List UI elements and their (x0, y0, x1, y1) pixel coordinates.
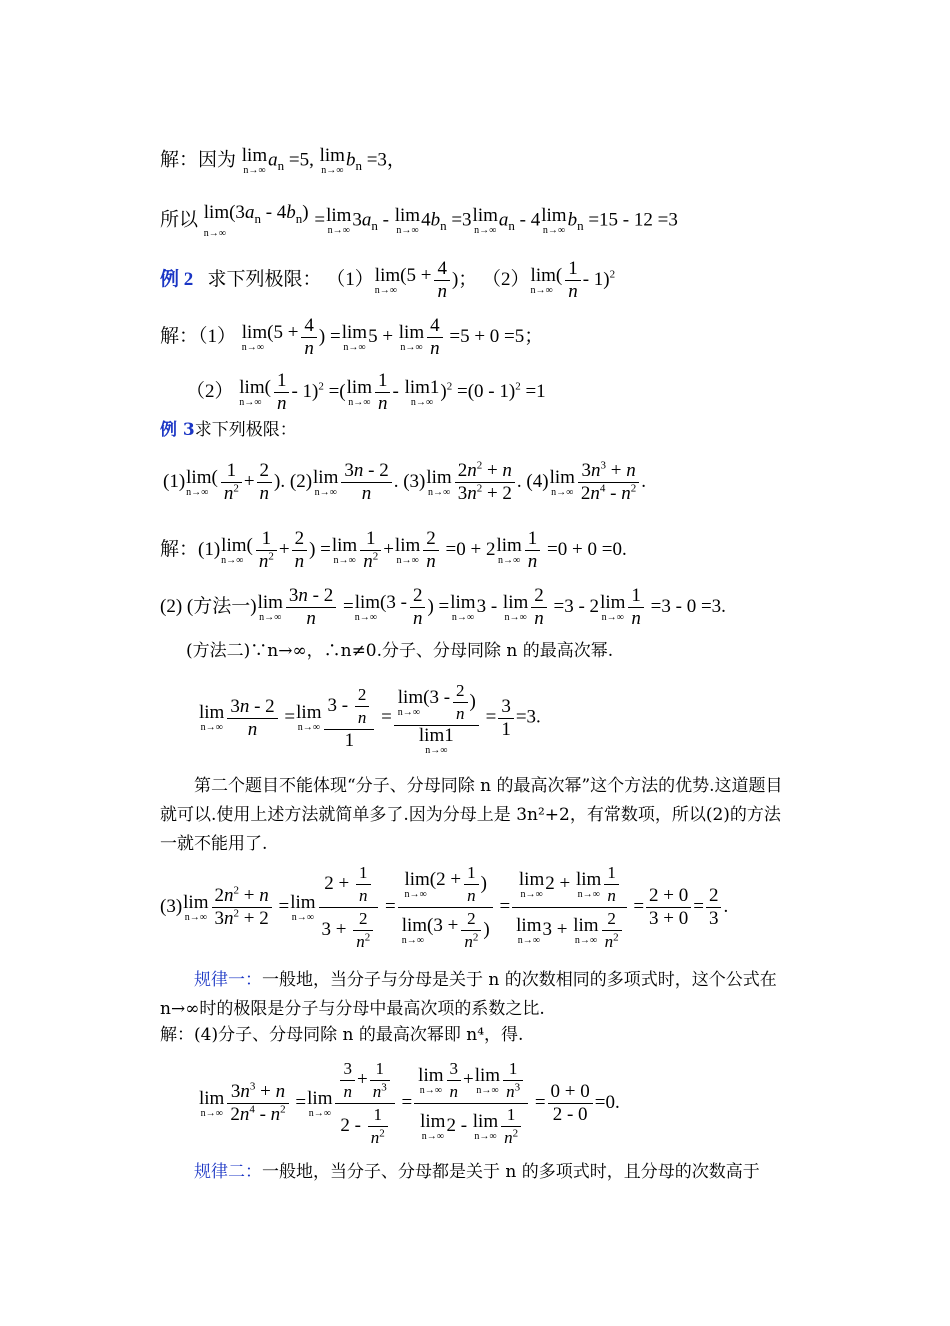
example-2-label: 例 2 (160, 268, 194, 290)
explanation-paragraph: 第二个题目不能体现“分子、分母同除 n 的最高次幂”这个方法的优势.这道题目就可以.使用上述方法就简单多了.因为分母上是 3n²+2，有常数项，所以(2)的方法一就不能用了. (160, 776, 783, 854)
solution-2-1: 解：（1） lim(5 + n→∞ $\frac{4}{n}$ ) = lim n→∞ 5 + lim n→∞ $\frac{4}{n}$ =5 + 0 =5； (160, 315, 544, 359)
solution-3-3: (3) lim n→∞ $\frac{2n^2 + n}{3n^2 + 2}$ = lim n→∞ 2 + $\frac{1}{n}$ 3 + $\frac{2}{n^2}$ = lim(2 + n→∞ $\frac{1}{n}$ ) lim(3 + n→∞ $\frac{2}{n^2}$ ) = lim n→∞ 2 + lim n→∞ $\frac{1}{n}$ lim n→∞ 3 + lim n→∞ $\frac{2}{n^2}$ = $\frac{2 + 0}{3 + 0}$ = $\frac{2}{3}$ . (160, 863, 729, 951)
line-given: 解：因为 lim n→∞ $a_n =5$, lim n→∞ $b_n =3$， (160, 145, 406, 176)
example-2: 例 2 求下列极限： （1） lim(5 + n→∞ $\frac{4}{n}$ )； （2） lim( n→∞ $\frac{1}{n}$ - 1)$^2$ (160, 258, 616, 302)
solution-4-line: 解：(4)分子、分母同除 n 的最高次幂即 n⁴，得. (160, 1025, 524, 1045)
method-2-formula: lim n→∞ $\frac{3n - 2}{n}$ = lim n→∞ 3 - $\frac{2}{n}$ 1 = lim(3 - n→∞ $\frac{2}{n}$ ) lim1 n→∞ = $\frac{3}{1}$ =3. (199, 681, 541, 756)
rule-2: 规律二：一般地，当分子、分母都是关于 n 的多项式时，且分母的次数高于 (194, 1162, 760, 1182)
solution-3-2-method-1: (2) (方法一) lim n→∞ $\frac{3n - 2}{n}$ = lim(3 - n→∞ $\frac{2}{n}$ ) = lim n→∞ 3 - lim n→∞ $\frac{2}{n}$ =3 - 2 lim n→∞ $\frac{1}{n}$ =3 - 0 =3. (160, 585, 726, 629)
rule-1: 规律一：一般地，当分子与分母是关于 n 的次数相同的多项式时，这个公式在 n→∞时的极限是分子与分母中最高次项的系数之比. (160, 970, 777, 1019)
example-3: 例 3求下列极限： (160, 420, 297, 440)
solution-4-formula: lim n→∞ $\frac{3n^3 + n}{2n^4 - n^2}$ = lim n→∞ $\frac{3}{n}$ + $\frac{1}{n^3}$ 2 - $\frac{1}{n^2}$ = lim n→∞ $\frac{3}{n}$ + lim n→∞ $\frac{1}{n^3}$ lim n→∞ 2 - lim n→∞ $\frac{1}{n^2}$ = $\frac{0 + 0}{2 - 0}$ =0. (199, 1059, 620, 1147)
example-3-problems: (1) lim( n→∞ $\frac{1}{n^2}$ + $\frac{2}{n}$ ). (2) lim n→∞ $\frac{3n - 2}{n}$ . (3) lim n→∞ $\frac{2n^2 + n}{3n^2 + 2}$ . (4) lim n→∞ $\frac{3n^3 + n}{2n^4 - n^2}$ . (163, 459, 646, 504)
solution-3-1: 解：(1) lim( n→∞ $\frac{1}{n^2}$ + $\frac{2}{n}$ ) = lim n→∞ $\frac{1}{n^2}$ + lim n→∞ $\frac{2}{n}$ =0 + 2 lim n→∞ $\frac{1}{n}$ =0 + 0 =0. (160, 528, 627, 572)
example-3-label: 例 3 (160, 420, 195, 440)
method-2-line: (方法二)∵n→∞，∴n≠0.分子、分母同除 n 的最高次幂. (186, 641, 614, 661)
solution-2-2: （2） lim( n→∞ $\frac{1}{n}$ - 1)$^2$ =( lim n→∞ $\frac{1}{n}$ - lim1 n→∞ )$^2$ =(0 - 1)$^2$ =1 (186, 370, 546, 414)
line-so: 所以 $\lim(3a_n - 4b_n)$ n→∞ = lim n→∞ $3a_n$ - lim n→∞ $4b_n =3$ lim n→∞ $a_n - 4$ lim n→∞ $b_n =15 - 12 =3$ (160, 202, 678, 239)
